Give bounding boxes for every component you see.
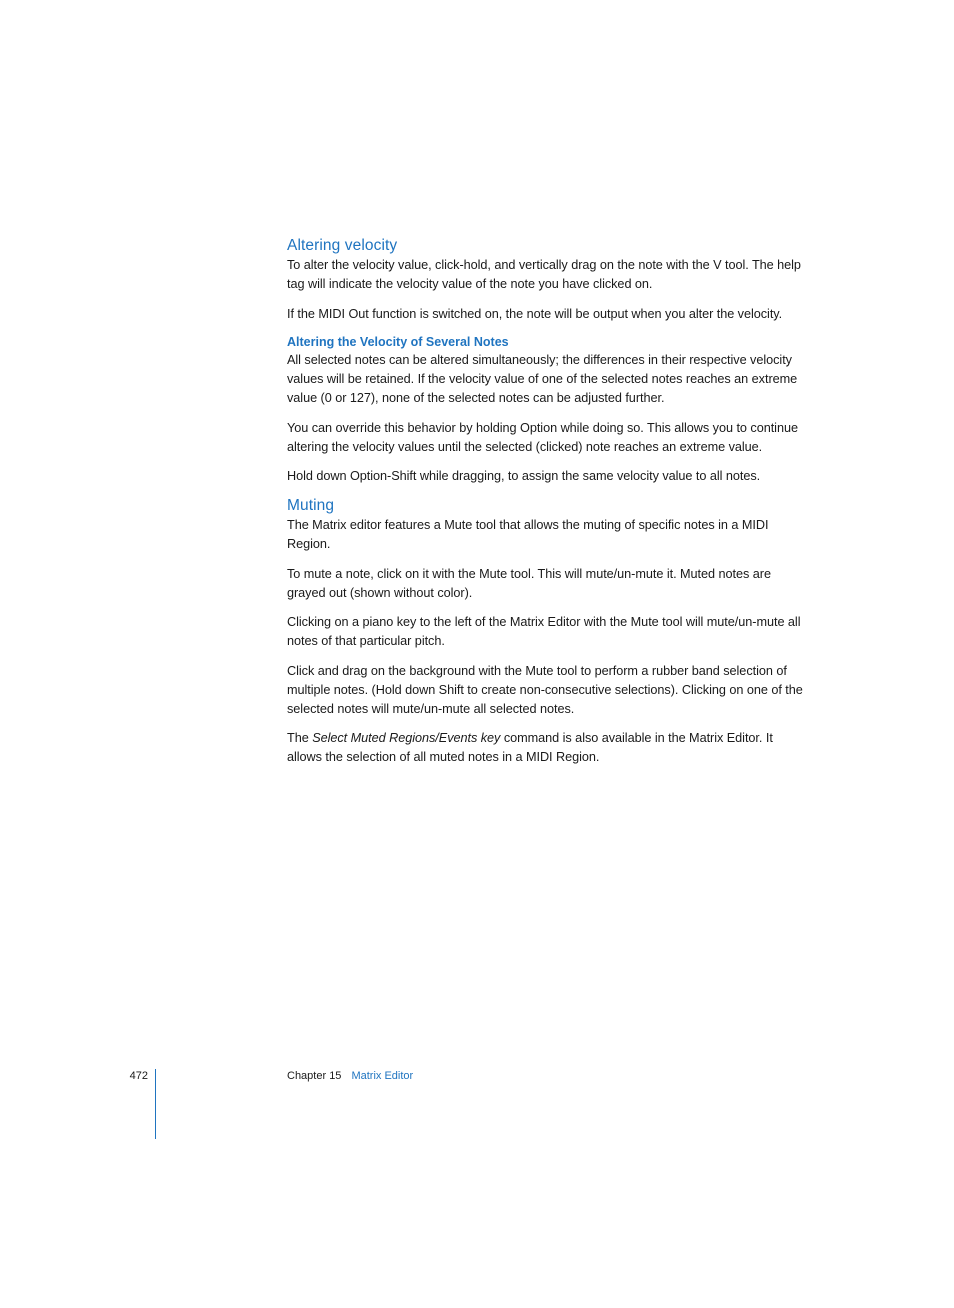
paragraph: Click and drag on the background with the Mute tool to perform a rubber band selection of multiple notes. (Hold down Shift to create non-consecutive selections). Clicking on one of the selected notes will mute/un-mute all selected notes. [287, 663, 803, 716]
paragraph: You can override this behavior by holding Option while doing so. This allows you to continue altering the velocity values until the selected (clicked) note reaches an extreme value. [287, 420, 798, 454]
text-run: The [287, 731, 313, 746]
chapter-label: Chapter 15 [287, 1070, 342, 1082]
key-command-name: Select Muted Regions/Events key [312, 731, 501, 746]
paragraph: If the MIDI Out function is switched on, the note will be output when you alter the velocity. [287, 306, 783, 321]
heading-altering-several-notes: Altering the Velocity of Several Notes [287, 335, 509, 350]
text-run: command is also available in the Matrix Editor. It allows the selection of all muted notes in a MIDI Region. [287, 731, 773, 765]
paragraph: Clicking on a piano key to the left of the Matrix Editor with the Mute tool will mute/un-mute all notes of that particular pitch. [287, 615, 801, 649]
paragraph: All selected notes can be altered simultaneously; the differences in their respective velocity values will be retained. If the velocity value of one of the selected notes reaches an extreme value (0 or 127), none of the selected notes can be adjusted further. [287, 353, 798, 405]
paragraph: Hold down Option-Shift while dragging, to assign the same velocity value to all notes. [287, 469, 761, 484]
paragraph: The Matrix editor features a Mute tool that allows the muting of specific notes in a MIDI Region. [287, 518, 769, 551]
paragraph [287, 729, 803, 767]
page-content [287, 236, 803, 767]
page-number: 472 [129, 1070, 148, 1082]
chapter-title: Matrix Editor [351, 1070, 414, 1082]
paragraph: To mute a note, click on it with the Mute tool. This will mute/un-mute it. Muted notes are grayed out (shown without color). [287, 566, 771, 600]
footer-chapter [287, 1070, 413, 1082]
paragraph: To alter the velocity value, click-hold, and vertically drag on the note with the V tool. The help tag will indicate the velocity value of the note you have clicked on. [287, 258, 801, 291]
heading-altering-velocity: Altering velocity [287, 237, 398, 254]
heading-muting: Muting [287, 497, 335, 515]
footer-rule [155, 1069, 156, 1139]
